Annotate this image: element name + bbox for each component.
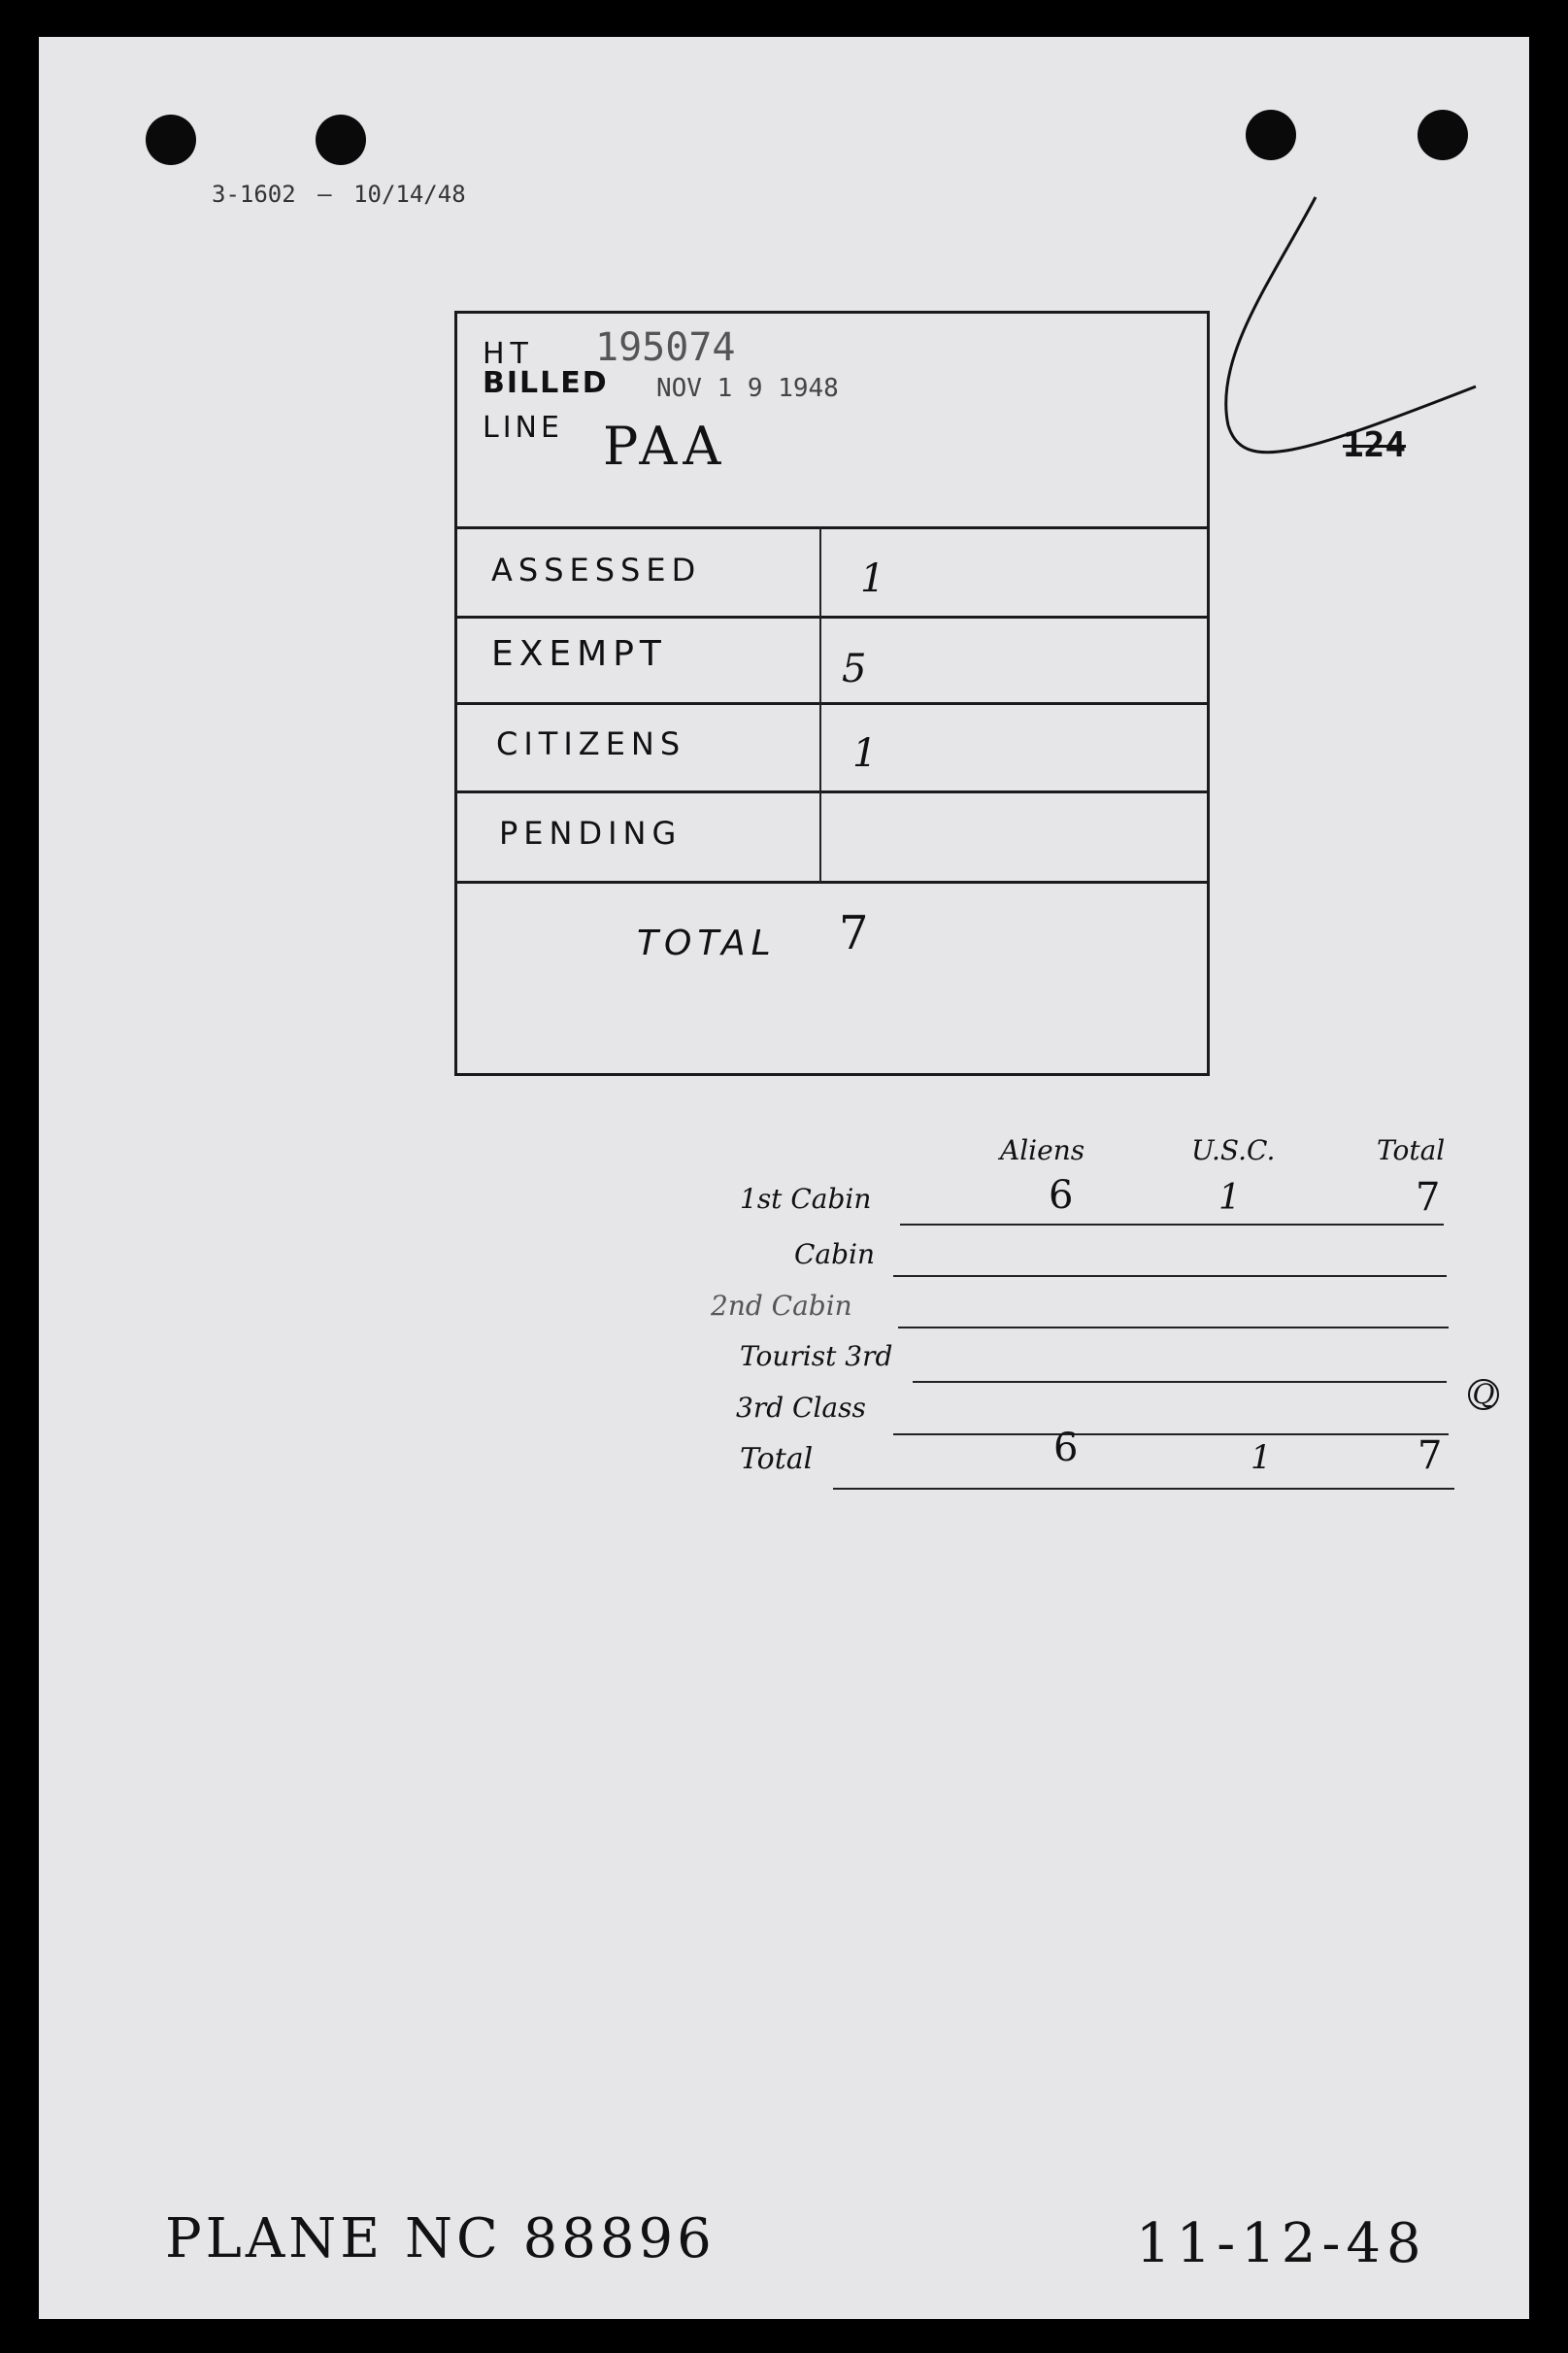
row-line-2nd-cabin [898, 1327, 1449, 1328]
column-header-usc: U.S.C. [1191, 1134, 1276, 1166]
row-line-3rd-class [893, 1433, 1449, 1435]
form-date: 10/14/48 [353, 181, 466, 208]
punch-hole-1 [146, 115, 196, 165]
citizens-label: CITIZENS [496, 725, 686, 762]
line-label: LINE [483, 411, 563, 445]
row-label-1st-cabin: 1st Cabin [740, 1183, 872, 1215]
document-page [39, 37, 1529, 2319]
row-line-total [833, 1488, 1454, 1490]
assessed-value: 1 [860, 556, 885, 601]
pending-label: PENDING [499, 815, 683, 852]
row-label-tourist-3rd: Tourist 3rd [740, 1340, 893, 1372]
box-column-divider [819, 526, 821, 883]
ht-label: HT [483, 337, 534, 371]
box-divider-top [457, 526, 1207, 529]
row-total-aliens: 6 [1053, 1426, 1079, 1470]
row-label-total: Total [740, 1442, 814, 1476]
footer-date: 11-12-48 [1136, 2212, 1427, 2275]
row-1st-cabin-usc: 1 [1218, 1178, 1241, 1218]
punch-hole-4 [1418, 110, 1468, 160]
billing-box [454, 311, 1210, 1076]
column-header-total: Total [1377, 1134, 1446, 1166]
check-mark-stroke [1175, 192, 1485, 542]
assessed-label: ASSESSED [491, 552, 702, 588]
column-header-aliens: Aliens [1000, 1134, 1085, 1166]
footer-plane-number: PLANE NC 88896 [165, 2207, 716, 2270]
row-1st-cabin-total: 7 [1416, 1175, 1441, 1220]
total-box-value: 7 [839, 906, 869, 960]
line-value: PAA [603, 416, 727, 477]
row-line-cabin [893, 1275, 1447, 1277]
box-divider-1 [457, 616, 1207, 619]
form-number-dash: — [317, 181, 332, 208]
box-divider-3 [457, 790, 1207, 793]
row-label-2nd-cabin: 2nd Cabin [711, 1290, 852, 1322]
ht-number-stamp: 195074 [595, 325, 736, 370]
row-total-total: 7 [1418, 1433, 1443, 1478]
box-divider-2 [457, 702, 1207, 705]
punch-hole-2 [316, 115, 366, 165]
side-mark: Q [1468, 1379, 1499, 1410]
form-number-code: 3-1602 [212, 181, 296, 208]
row-label-3rd-class: 3rd Class [736, 1392, 866, 1424]
box-divider-4 [457, 881, 1207, 884]
row-line-1st-cabin [900, 1224, 1444, 1226]
row-total-usc: 1 [1251, 1438, 1272, 1477]
total-box-label: TOTAL [637, 924, 777, 963]
billed-label: BILLED [483, 366, 609, 400]
exempt-value: 5 [842, 647, 867, 691]
punch-hole-3 [1246, 110, 1296, 160]
citizens-value: 1 [852, 731, 878, 776]
row-label-cabin: Cabin [794, 1238, 876, 1270]
page-number: 124 [1343, 425, 1407, 465]
billed-date-stamp: NOV 1 9 1948 [656, 374, 839, 403]
exempt-label: EXEMPT [491, 634, 667, 674]
row-line-tourist-3rd [913, 1381, 1447, 1383]
row-1st-cabin-aliens: 6 [1049, 1173, 1074, 1218]
form-number [212, 181, 466, 208]
